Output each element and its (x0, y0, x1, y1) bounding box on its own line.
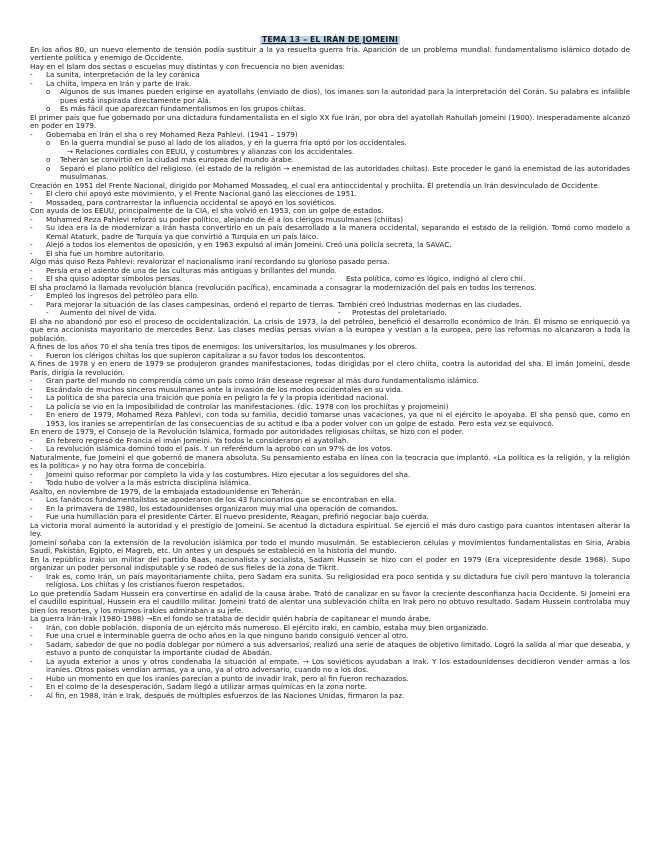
list-item-text: Gran parte del mundo no comprendía cómo un país como Irán desease regresar al más duro fundamentalismo islámico. (46, 376, 479, 385)
bullet-marker: - (30, 189, 33, 198)
list-item-text: Esta política, como es lógico, indignó al clero chií. (346, 274, 526, 283)
bullet-marker: - (30, 571, 33, 581)
bullet-marker: - (30, 435, 33, 445)
bullet-marker: - (30, 410, 33, 419)
list-item-text: Separó el plano político del religioso. (el estado de la religión → enemistad de las autoridades chiítas). Este proceder le ganó la enemistad de las autoridades musulmanas. (60, 163, 630, 181)
bullet-marker: - (30, 512, 33, 521)
paragraph: En la república iraki un militar del partido Baas, nacionalista y socialista, Sadam Hussein se hizo con el poder en 1979 (Era vicepresidente desde 1968). Supo organizar un poder personal indisputable y se rodeó de sus fieles de la zona de Tikrit. (30, 554, 630, 572)
bullet-marker: - (30, 682, 33, 691)
list-item-text: Irán, con doble población, disponía de un ejército más numeroso. El ejército iraki, en cambio, estaba muy bien organizado. (46, 622, 489, 632)
bullet-marker: - (30, 299, 33, 309)
list-item-text: Los fanáticos fundamentalistas se apoderaron de los 43 funcionarios que se encontraban en ella. (46, 495, 397, 504)
bullet-marker: - (30, 78, 33, 88)
list-item-text: La política de sha parecía una traición que ponía en peligro la fe y la propia identidad nacional. (46, 393, 389, 402)
bullet-marker: o (46, 138, 51, 147)
bullet-marker: - (30, 478, 33, 487)
sub-list-item (30, 88, 630, 105)
list-item-text: La revolución islámica dominó todo el país. Y un referéndum la aprobó con un 97% de los votos. (46, 444, 393, 453)
document-body (30, 46, 630, 701)
paragraph: A fines de 1978 y en enero de 1979 se produjeron grandes manifestaciones, todas dirigidas por el clero chiíta, contra la autoridad del sha. El imán Jomeini, desde París, dirigía la revolución. (30, 359, 630, 377)
paragraph: Jomeini soñaba con la extensión de la revolución islámica por todo el mundo musulmán. Se establecieron células y movimientos fundamentalistas en Siria, Arabia Saudí, Pakistán, Egipto, el Magreb, etc. Un antes y un después se estableció en la historia del mundo. (30, 537, 630, 555)
bullet-marker: - (30, 495, 33, 504)
list-item (30, 224, 630, 241)
paragraph: La guerra Irán-Irak (1980-1988) →En el fondo se trataba de decidir quién habría de capitanear el mundo árabe. (30, 614, 431, 623)
list-item-text: En el colmo de la desesperación, Sadam llegó a utilizar armas químicas en la zona norte. (46, 682, 368, 691)
list-item-text: Hubo un momento en que los iraníes parecían a punto de invadir Irak, pero al fin fueron rechazados. (46, 673, 409, 683)
list-item (30, 658, 630, 675)
list-item (30, 573, 630, 590)
bullet-marker: - (30, 376, 33, 385)
bullet-marker: - (30, 469, 33, 479)
list-item-text: La chiíta, impera en Irán y parte de Irak. (46, 78, 192, 88)
list-item-text: Protestas del proletariado. (352, 308, 447, 317)
bullet-marker: - (338, 308, 341, 317)
list-item-text: Gobernaba en Irán el sha o rey Mohamed Reza Pahlevi. (1941 – 1979) (46, 129, 298, 139)
paragraph: En los años 80, un nuevo elemento de tensión podía sustituir a la ya resuelta guerra fría. Aparición de un problema mundial: fundamentalismo islámico dotado de vertiente política y enemigo de Occidente. (30, 44, 630, 62)
paragraph: Asalto, en noviembre de 1979, de la embajada estadounidense en Teherán. (30, 486, 303, 496)
list-item-text: Aumento del nivel de vida. (60, 308, 157, 317)
paragraph: Lo que pretendía Sadam Hussein era convertirse en adalid de la causa árabe. Trató de canalizar en su favor la creciente desconfianza hacia Occidente. Si Jomeini era el caudillo espiritual, Hussein era el caudillo militar. Jomeini trató de alentar una sublevación chiíta en Irak pero no obtuvo resultado. Sadam Hussein controlaba muy bien los resortes, y los mismos irakíes admiraban a su jefe. (30, 588, 630, 615)
bullet-marker: - (30, 690, 33, 700)
document-page (30, 36, 630, 700)
bullet-marker: - (30, 384, 33, 394)
bullet-marker: - (30, 639, 33, 649)
bullet-marker: - (30, 197, 33, 207)
paragraph: El sha no abandonó por eso el proceso de occidentalización. La crisis de 1973, la del petróleo, benefició el desarrollo económico de Irán. Él mismo se enriqueció ya que era accionista mayoritario de mercedes Benz. Las clases medias persas vivían a la europea y vestían a la europea, pero las reformas no alcanzaron a toda la población. (30, 316, 630, 343)
list-item-text: Es más fácil que aparezcan fundamentalismos en los grupos chiítas. (60, 104, 307, 113)
list-item-text: El clero chií apoyó este movimiento, y el Frente Nacional ganó las elecciones de 1951. (46, 189, 358, 198)
paragraph: Creación en 1951 del Frente Nacional, dirigido por Mohamed Mossadeq, el cual era antioccidental y prochiíta. Él pretendía un Irán desvinculado de Occidente. (30, 180, 601, 190)
paragraph: El sha proclamó la llamada revolución blanca (revolución pacífica), encaminada a consagrar la modernización del país en todos los terrenos. (30, 282, 537, 292)
bullet-marker: - (30, 70, 33, 79)
list-item-text: En la primavera de 1980, los estadounidenses organizaron muy mal una operación de comandos. (46, 503, 399, 513)
list-item-text: Mohamed Reza Pahlevi reforzó su poder político, alejando de él a los clérigos musulmanes (chiítas) (46, 214, 404, 224)
paragraph: En enero de 1979, el Consejo de la Revolución Islámica, formado por autoridades religiosas chiítas, se hizo con el poder. (30, 427, 464, 436)
bullet-marker: - (330, 274, 333, 283)
list-item-text: Teherán se convirtió en la ciudad más europea del mundo árabe. (60, 155, 295, 164)
paragraph: Con ayuda de los EEUU, principalmente de la CIA, el sha volvió en 1953, con un golpe de estados. (30, 206, 384, 215)
bullet-marker: - (30, 265, 33, 275)
bullet-marker: - (30, 444, 33, 453)
paragraph: El primer país que fue gobernado por una dictadura fundamentalista en el siglo XX fue Irán, por obra del ayatollah Rahullah Jomeini (1900). Inesperadamente alcanzó en poder en 1979. (30, 112, 630, 130)
list-item-text: Todo hubo de volver a la más estricta disciplina islámica. (46, 478, 252, 487)
paragraph: La victoria moral aumentó la autoridad y el prestigio de Jomeini. Se acentuó la dictadura espiritual. Se ejerció el más duro castigo para cuantos intentasen alterar la ley. (30, 520, 630, 538)
list-item-text: La sunita, interpretación de la ley coránica (46, 70, 200, 79)
list-item-text: Escándalo de muchos sinceros musulmanes ante la invasión de los modos occidentales en su vida. (46, 384, 404, 394)
bullet-marker: - (30, 129, 33, 139)
bullet-marker: - (30, 291, 33, 300)
paragraph: A fines de los años 70 el sha tenía tres tipos de enemigos: los universitarios, los musulmanes y los obreros. (30, 342, 418, 351)
arrow-note: → Relaciones cordiales con EEUU, y costumbres y alianzas con los accidentales. (67, 146, 355, 156)
bullet-marker: - (30, 248, 33, 258)
paragraph: Algo más quiso Reza Pahlevi: revalorizar el nacionalismo iraní recordando su glorioso pasado persa. (30, 257, 390, 266)
list-item-text: El sha quiso adoptar símbolos persas. (46, 274, 182, 283)
list-item-text: Su idea era la de modernizar a Irán hasta convertirlo en un país desarrollado a la manera occidental, separando el estado de la religión. Tomó como modelo a Kemal Ataturk, padre de Turquía ya que convirtió a Turquía en un país laico. (46, 223, 630, 241)
list-item-text: Empleó los ingresos del petróleo para ello. (46, 291, 200, 300)
list-item-text: Sadam, sabedor de que no podía doblegar por número a sus adversarios, realizó una serie de ataques de objetivo limitado. Logró la salida al mar que deseaba, y estuvo a punto de conquistar la importante ciudad de Abadán. (46, 639, 630, 657)
list-item-text: Mossadeq, para contrarrestar la influencia occidental se apoyó en los soviéticos. (46, 197, 337, 207)
bullet-marker: - (30, 503, 33, 513)
title-wrap (30, 36, 630, 45)
list-item-text: Fue una humillación para el presidente Cárter. El nuevo presidente, Reagan, prefirió negociar bajo cuerda. (46, 512, 429, 521)
list-item-text: La policía se vio en la imposibilidad de controlar las manifestaciones. (dic. 1978 con los prochiítas y projomeini) (46, 401, 449, 411)
paragraph: Naturalmente, fue Jomeini el que gobernó de manera absoluta. Su pensamiento estaba en línea con la teocracia que implantó. «La política es la religión, y la religión es la política» y no hay otra forma de concebirla. (30, 452, 630, 470)
sub-list-item (30, 165, 630, 182)
list-item-text: Alejó a todos los elementos de oposición, y en 1963 expulsó al imán Jomeini. Creó una policía secreta, la SAVAC. (46, 240, 452, 249)
bullet-marker: - (30, 393, 33, 402)
bullet-marker: - (30, 631, 33, 640)
list-item-text: La ayuda exterior a unos y otros condenaba la situación al empate. → Los soviéticos ayudaban a Irak. Y los estadounidenses decidieron vender armas a los iraníes. Otros países vendían armas, ya a uno, ya al otro adversario, cuando no a los dos. (46, 656, 630, 674)
list-item (30, 692, 630, 701)
bullet-marker: - (30, 274, 33, 283)
bullet-marker: - (30, 350, 33, 360)
list-item-text: El sha fue un hombre autoritario. (46, 248, 165, 258)
paragraph: Hay en el Islam dos sectas o escuelas muy distintas y con frecuencia no bien avenidas: (30, 61, 345, 71)
list-item-text: Al fin, en 1988, Irán e Irak, después de múltiples esfuerzos de las Naciones Unidas, firmaron la paz. (46, 690, 405, 700)
list-item (30, 641, 630, 658)
list-item-text: En febrero regresó de Francia el imán Jomeini. Ya todos le consideraron el ayatollah. (46, 435, 349, 445)
list-item (30, 411, 630, 428)
list-item-text: Persia era el asiento de una de las culturas más antiguas y brillantes del mundo. (46, 265, 337, 275)
list-item-text: Algunos de sus imanes pueden erigirse en ayatollahs (enviado de dios), los imanes son la autoridad para la interpretación del Corán. Su palabra es infalible pues está inspirada directamente por Alá. (60, 87, 630, 105)
bullet-marker: - (30, 673, 33, 683)
bullet-marker: - (30, 240, 33, 249)
list-item-text: En enero de 1979, Mohamed Reza Pahlevi, con toda su familia, decidió tomarse unas vacaciones, ya que ni el ejército le apoyaba. El sha pensó que, como en 1953, los iraníes se arrepentirían de las consecuencias de su actitud e iba a poder volver con un golpe de estado. Pero esta vez se equivocó. (46, 410, 630, 428)
bullet-marker: - (30, 223, 33, 232)
bullet-marker: - (30, 214, 33, 224)
bullet-marker: o (46, 163, 51, 173)
list-item-text: En la guerra mundial se puso al lado de los aliados, y en la guerra fría optó por los occidentales. (60, 138, 407, 147)
bullet-marker: o (46, 104, 51, 113)
page-title: TEMA 13 – EL IRÁN DE JOMEINI (261, 35, 399, 44)
bullet-marker: - (30, 622, 33, 632)
bullet-marker: - (30, 401, 33, 411)
list-item-text: Para mejorar la situación de las clases campesinas, ordenó el reparto de tierras. También creó industrias modernas en las ciudades. (46, 299, 522, 309)
list-item-text: Irak es, como Irán, un país mayoritariamente chiíta, pero Sadam era sunita. Su religiosidad era poco sentida y su dictadura fue civil pero mantuvo la tolerancia religiosa. Los chiítas y los cristianos fueron respetados. (46, 571, 630, 589)
bullet-marker: - (30, 656, 33, 666)
bullet-marker: o (46, 87, 51, 96)
bullet-marker: o (46, 155, 51, 164)
list-item-text: Jomeini quiso reformar por completo la vida y las costumbres. Hizo ejecutar a los seguidores del sha. (46, 469, 411, 479)
bullet-marker: - (46, 308, 49, 317)
list-item-text: Fue una cruel e interminable guerra de ocho años en la que ninguno bando consiguió vencer al otro. (46, 631, 409, 640)
list-item-text: Fueron los clérigos chiítas los que supieron capitalizar a su favor todos los descontentos. (46, 350, 366, 360)
